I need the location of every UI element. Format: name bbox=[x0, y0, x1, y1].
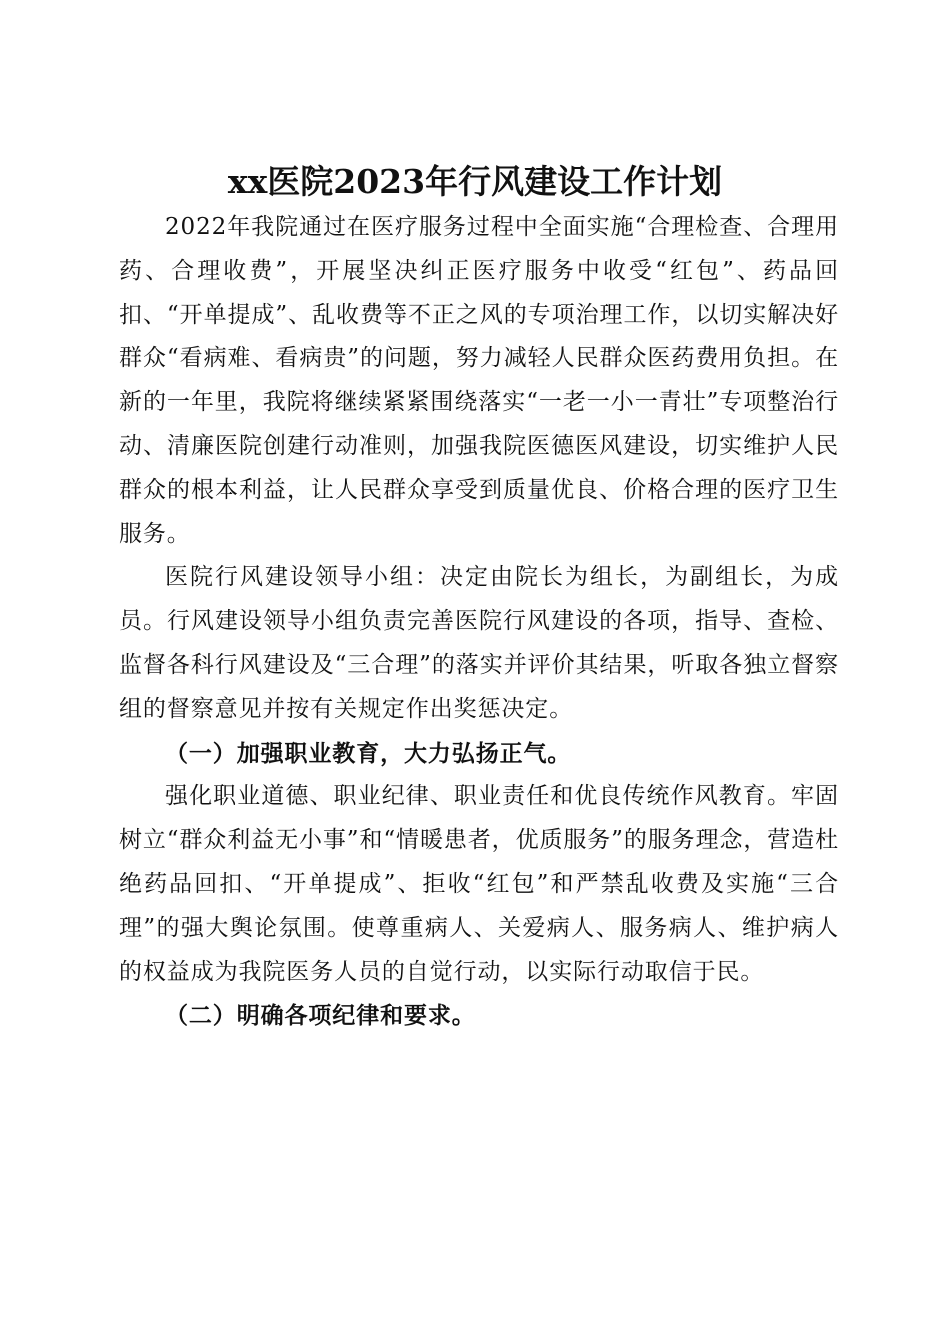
leadership-group-paragraph: 医院行风建设领导小组：决定由院长为组长，为副组长，为成员。行风建设领导小组负责完善医院行风建设的各项，指导、查检、监督各科行风建设及“三合理”的落实并评价其结果，听取各独立督察组的督察意见并按有关规定作出奖惩决定。 bbox=[119, 564, 839, 722]
section-1-heading: （一）加强职业教育，大力弘扬正气。 bbox=[165, 739, 572, 767]
document-body bbox=[119, 206, 839, 1038]
page-title: xx医院2023年行风建设工作计划 bbox=[227, 162, 723, 202]
intro-paragraph: 2022年我院通过在医疗服务过程中全面实施“合理检查、合理用药、合理收费”，开展坚决纠正医疗服务中收受“红包”、药品回扣、“开单提成”、乱收费等不正之风的专项治理工作，以切实解决好群众“看病难、看病贵”的问题，努力减轻人民群众医药费用负担。在新的一年里，我院将继续紧紧围绕落实“一老一小一青壮”专项整治行动、清廉医院创建行动准则，加强我院医德医风建设，切实维护人民群众的根本利益，让人民群众享受到质量优良、价格合理的医疗卫生服务。 bbox=[119, 214, 839, 547]
section-1-body: 强化职业道德、职业纪律、职业责任和优良传统作风教育。牢固树立“群众利益无小事”和“情暖患者，优质服务”的服务理念，营造杜绝药品回扣、“开单提成”、拒收“红包”和严禁乱收费及实施“三合理”的强大舆论氛围。使尊重病人、关爱病人、服务病人、维护病人的权益成为我院医务人员的自觉行动，以实际行动取信于民。 bbox=[119, 783, 839, 985]
section-2-heading: （二）明确各项纪律和要求。 bbox=[165, 1002, 476, 1030]
